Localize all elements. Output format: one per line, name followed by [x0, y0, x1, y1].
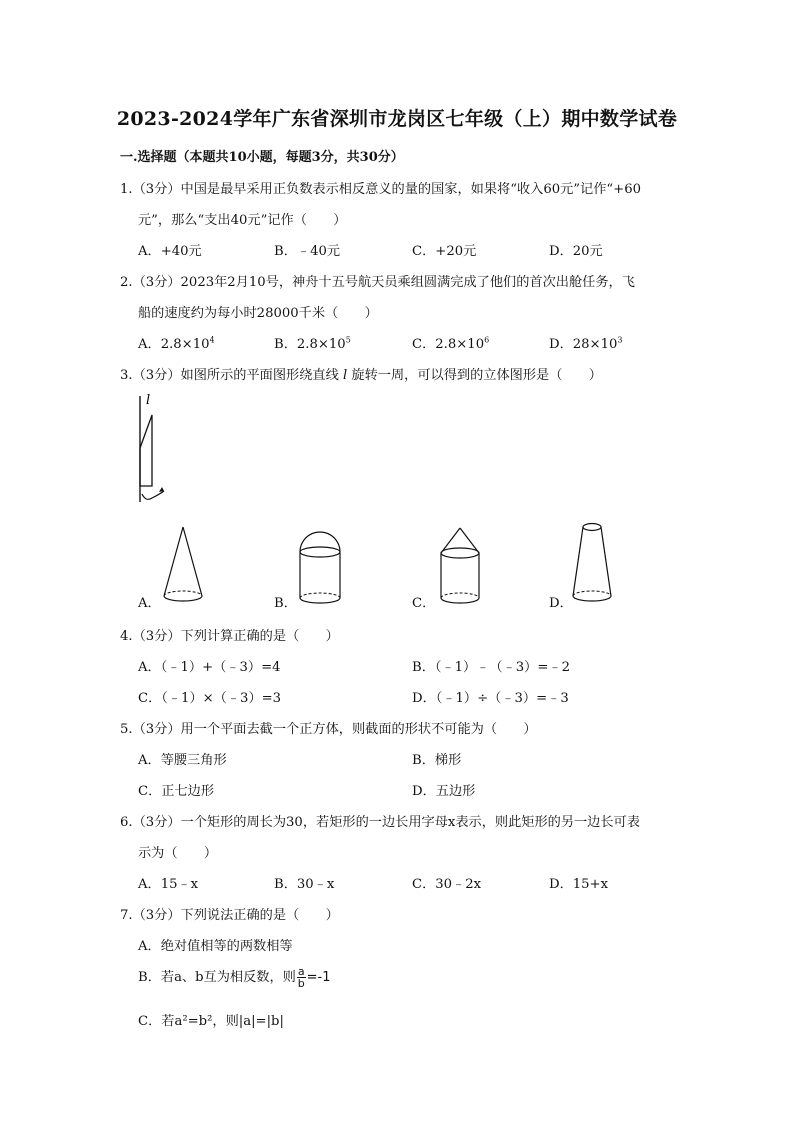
- q1-option-c: C．+20元: [412, 244, 477, 259]
- q5-option-d: D．五边形: [412, 784, 476, 799]
- q7-option-c: C．若a²=b²，则|a|=|b|: [138, 1014, 284, 1029]
- q4-option-a: A．（﹣1）+（﹣3）=4: [138, 660, 281, 675]
- trapezoid-shape: [140, 415, 152, 486]
- q5-option-b: B．梯形: [412, 753, 462, 768]
- cylinder-hemisphere-figure: [296, 530, 346, 610]
- q1-option-d: D．20元: [549, 244, 603, 259]
- q6-option-c: C．30﹣2x: [412, 877, 482, 892]
- q6-stem-line2: 示为（ ）: [138, 846, 218, 861]
- q6-stem-line1: 6.（3分）一个矩形的周长为30，若矩形的一边长用字母x表示，则此矩形的另一边长可表: [120, 815, 640, 830]
- q2-option-d: D．$28\times 10^3$: [549, 335, 623, 352]
- q1-stem-line1: 1.（3分）中国是最早采用正负数表示相反意义的量的国家，如果将“收入60元”记作“+60: [120, 182, 641, 197]
- q6-option-a: A．15﹣x: [138, 877, 199, 892]
- section-heading: 一.选择题（本题共10小题，每题3分，共30分）: [120, 150, 404, 165]
- q4-option-d: D．（﹣1）÷（﹣3）=﹣3: [412, 691, 569, 706]
- q2-option-c: C．$2.8\times 10^6$: [412, 335, 490, 352]
- q5-option-a: A．等腰三角形: [138, 753, 227, 768]
- q3-option-b: B．: [274, 596, 297, 611]
- q1-option-a: A．+40元: [138, 244, 202, 259]
- q2-option-a: A．$2.8\times 10^4$: [138, 335, 215, 352]
- q6-option-b: B．30﹣x: [274, 877, 335, 892]
- page-title: 2023-2024学年广东省深圳市龙岗区七年级（上）期中数学试卷: [116, 108, 678, 130]
- q3-plane-figure: [128, 390, 178, 515]
- q2-stem-line1: 2.（3分）2023年2月10号，神舟十五号航天员乘组圆满完成了他们的首次出舱任务，飞: [120, 275, 635, 290]
- axis-label: l: [146, 393, 151, 408]
- fraction-a-over-b: $\frac{a}{b}$: [297, 965, 305, 990]
- cone-figure: [160, 522, 210, 607]
- q3-option-a: A．: [138, 596, 161, 611]
- q3-stem: 3.（3分）如图所示的平面图形绕直线 l 旋转一周，可以得到的立体图形是（ ）: [120, 368, 602, 383]
- frustum-figure: [568, 518, 618, 610]
- q6-option-d: D．15+x: [549, 877, 609, 892]
- cylinder-cone-figure: [436, 524, 486, 610]
- q1-option-b: B．﹣40元: [274, 244, 341, 259]
- rotation-arrow-icon: [142, 491, 164, 499]
- q4-stem: 4.（3分）下列计算正确的是（ ）: [120, 629, 339, 644]
- q4-option-b: B．（﹣1）﹣（﹣3）=﹣2: [412, 660, 570, 675]
- q2-option-b: B．$2.8\times 10^5$: [274, 335, 351, 352]
- q1-stem-line2: 元”，那么“支出40元”记作（ ）: [138, 213, 347, 228]
- q5-stem: 5.（3分）用一个平面去截一个正方体，则截面的形状不可能为（ ）: [120, 722, 537, 737]
- q3-option-d: D．: [549, 596, 573, 611]
- q7-option-a: A．绝对值相等的两数相等: [138, 939, 293, 954]
- q7-option-b: B．若a、b互为相反数，则 $\frac{a}{b}$ =-1: [138, 965, 331, 990]
- q2-stem-line2: 船的速度约为每小时28000千米（ ）: [138, 306, 378, 321]
- q3-option-c: C．: [412, 596, 436, 611]
- q7-stem: 7.（3分）下列说法正确的是（ ）: [120, 908, 339, 923]
- q4-option-c: C．（﹣1）×（﹣3）=3: [138, 691, 282, 706]
- q5-option-c: C．正七边形: [138, 784, 215, 799]
